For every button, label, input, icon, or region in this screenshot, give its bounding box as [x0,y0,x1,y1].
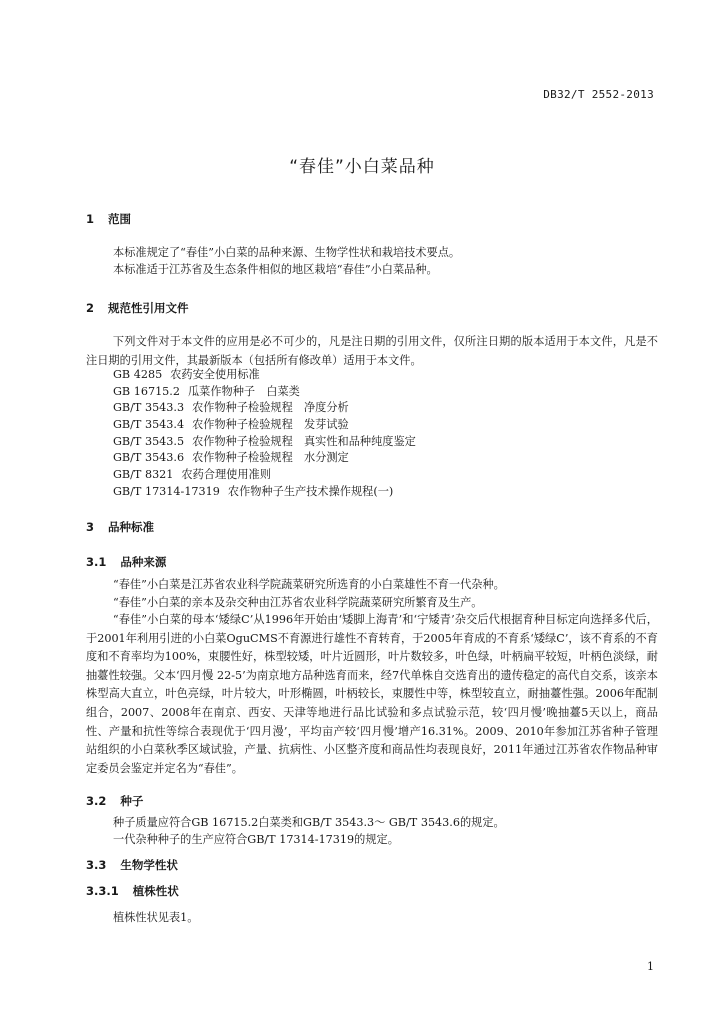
reference-name: 农作物种子检验规程 发芽试验 [192,418,349,432]
seed-line-1: 种子质量应符合GB 16715.2白菜类和GB/T 3543.3～ GB/T 3543.6的规定。 [113,816,505,829]
section-number: 3 [86,520,95,534]
origin-paragraph-1: “春佳”小白菜是江苏省农业科学院蔬菜研究所选育的小白菜雄性不育一代杂种。 [113,578,505,591]
reference-item [113,434,416,451]
reference-item [113,384,416,401]
section-1-heading [86,211,131,227]
section-title: 种子 [120,794,144,808]
reference-name: 农药合理使用准则 [181,468,271,482]
section-title: 品种来源 [120,555,167,569]
section-title: 范围 [108,212,132,226]
section-3-1-heading [86,554,166,570]
reference-code: GB/T 3543.5 [113,434,185,448]
section-3-3-1-heading [86,883,179,899]
section-2-heading [86,300,189,316]
document-title: “春佳”小白菜品种 [289,157,435,177]
section-3-heading [86,519,154,535]
section-3-2-heading [86,793,143,809]
section-number: 3.3.1 [86,884,119,898]
reference-name: 农作物种子检验规程 水分测定 [192,451,349,465]
reference-code: GB/T 3543.4 [113,418,185,432]
reference-code: GB/T 17314-17319 [113,484,220,498]
reference-item [113,417,416,434]
reference-item [113,367,416,384]
section-number: 3.2 [86,794,107,808]
section-title: 品种标准 [108,520,155,534]
page-number: 1 [647,960,654,973]
section-number: 3.3 [86,858,107,872]
reference-name: 瓜菜作物种子 白菜类 [187,384,300,398]
section-title: 生物学性状 [120,858,178,872]
origin-paragraph-2: “春佳”小白菜的亲本及杂交种由江苏省农业科学院蔬菜研究所繁育及生产。 [113,596,483,609]
reference-name: 农药安全使用标准 [170,368,260,381]
scope-line-2: 本标准适于江苏省及生态条件相似的地区栽培“春佳”小白菜品种。 [113,263,438,276]
reference-code: GB 4285 [113,368,163,381]
section-number: 2 [86,301,95,315]
reference-name: 农作物种子检验规程 净度分析 [192,401,349,415]
reference-code: GB 16715.2 [113,384,180,398]
section-number: 1 [86,212,95,226]
standard-code: DB32/T 2552-2013 [543,88,654,101]
reference-item [113,467,416,484]
section-title: 规范性引用文件 [108,301,189,315]
section-title: 植株性状 [132,884,179,898]
reference-name: 农作物种子检验规程 真实性和品种纯度鉴定 [192,434,416,448]
reference-item [113,400,416,417]
seed-line-2: 一代杂种种子的生产应符合GB/T 17314-17319的规定。 [113,833,399,846]
normative-intro: 下列文件对于本文件的应用是必不可少的，凡是注日期的引用文件，仅所注日期的版本适用于本文件，凡是不注日期的引用文件，其最新版本（包括所有修改单）适用于本文件。 [86,335,658,367]
reference-item [113,450,416,467]
scope-line-1: 本标准规定了“春佳”小白菜的品种来源、生物学性状和栽培技术要点。 [113,246,461,259]
reference-code: GB/T 3543.3 [113,401,185,415]
reference-code: GB/T 8321 [113,468,174,482]
reference-list [113,367,416,501]
reference-item [113,484,416,501]
origin-paragraph-3: “春佳”小白菜的母本‘矮绿C’从1996年开始由‘矮脚上海青’和‘宁矮青’杂交后代根据育种目标定向选择多代后，于2001年利用引进的小白菜OguCMS不育源进行雄性不育转育，于2005年育成的不育系‘矮绿C’，该不育系的不育度和不育率均为100%，束腰性好，株型较矮，叶片近圆形，叶片数较多，叶色绿，叶柄扁平较短，叶柄色淡绿，耐抽薹性较强。父本‘四月慢 22-5’为南京地方品种选育而来，经7代单株自交选育出的遗传稳定的高代自交系，该亲本株型高大直立，叶色亮绿，叶片较大，叶形椭圆，叶柄较长，束腰性中等，株型较直立，耐抽薹性强。2006年配制组合，2007、2008年在南京、西安、天津等地进行品比试验和多点试验示范，较‘四月慢’晚抽薹5天以上，商品性、产量和抗性等综合表现优于‘四月漫’，平均亩产较‘四月慢’增产16.31%。2009、2010年参加江苏省种子管理站组织的小白菜秋季区域试验，产量、抗病性、小区整齐度和商品性均表现良好，2011年通过江苏省农作物品种审定委员会鉴定并定名为“春佳”。 [86,613,658,775]
plant-traits-line: 植株性状见表1。 [113,911,199,924]
reference-code: GB/T 3543.6 [113,451,185,465]
section-number: 3.1 [86,555,107,569]
reference-name: 农作物种子生产技术操作规程(一) [227,484,394,498]
section-3-3-heading [86,857,178,873]
